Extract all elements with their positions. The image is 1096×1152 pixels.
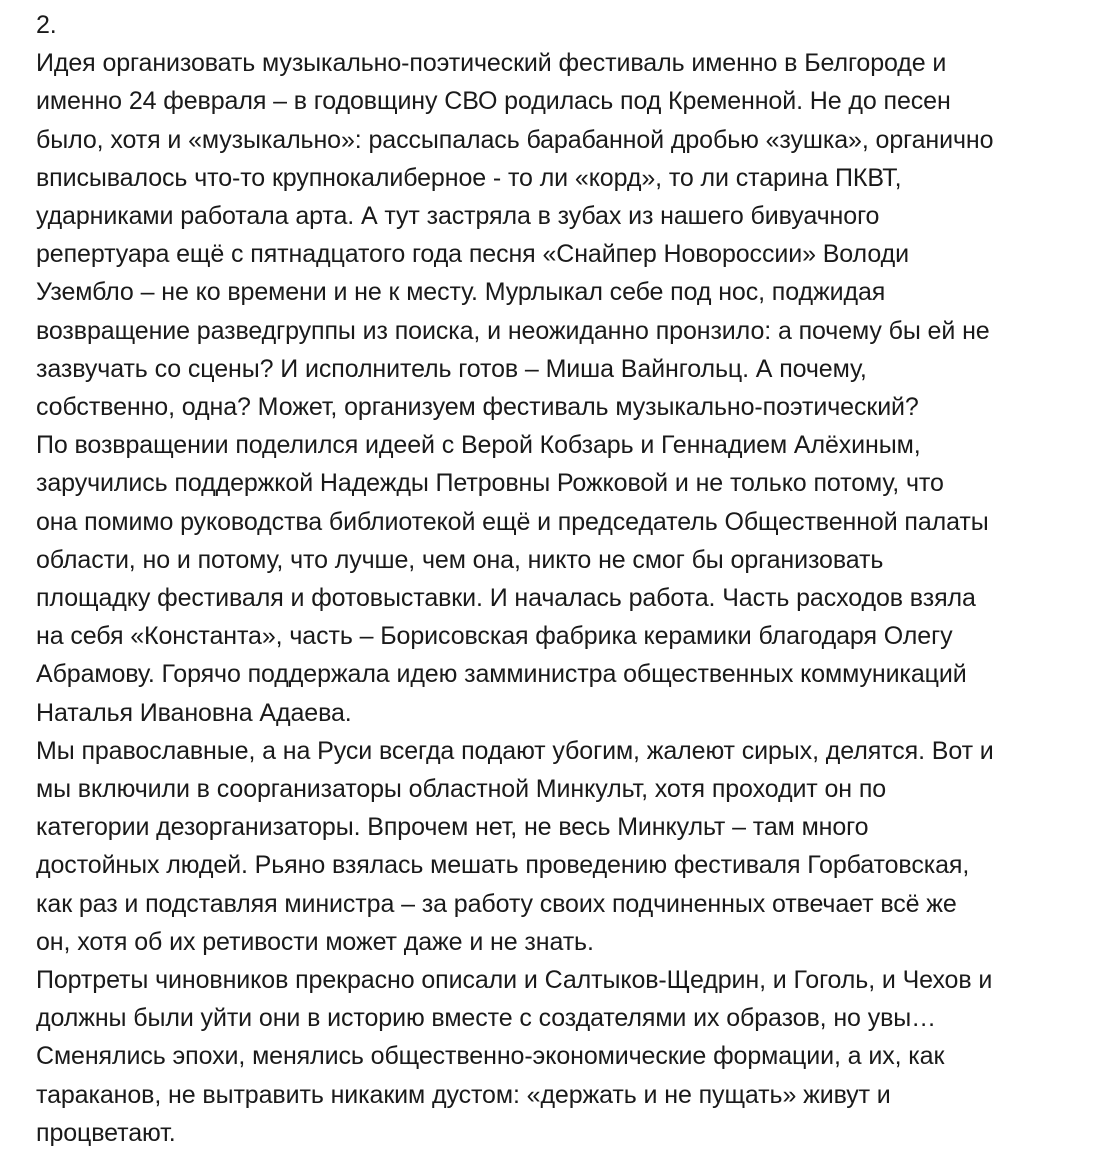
text-line: ударниками работала арта. А тут застряла в зубах из нашего бивуачного — [36, 202, 880, 231]
text-line: Идея организовать музыкально-поэтический фестиваль именно в Белгороде и — [36, 49, 947, 78]
text-line: мы включили в соорганизаторы областной Минкульт, хотя проходит он по — [36, 775, 887, 804]
text-line: должны были уйти они в историю вместе с создателями их образов, но увы… — [36, 1004, 937, 1033]
text-line: зазвучать со сцены? И исполнитель готов – Миша Вайнгольц. А почему, — [36, 354, 867, 383]
text-line: Сменялись эпохи, менялись общественно-экономические формации, а их, как — [36, 1042, 945, 1071]
text-line: Портреты чиновников прекрасно описали и Салтыков-Щедрин, и Гоголь, и Чехов и — [36, 966, 993, 995]
text-line: По возвращении поделился идеей с Верой Кобзарь и Геннадием Алёхиным, — [36, 431, 921, 460]
text-line: вписывалось что-то крупнокалиберное - то ли «корд», то ли старина ПКВТ, — [36, 163, 902, 192]
text-line: он, хотя об их ретивости может даже и не знать. — [36, 927, 594, 956]
text-line: она помимо руководства библиотекой ещё и председатель Общественной палаты — [36, 507, 989, 536]
text-line: возвращение разведгруппы из поиска, и неожиданно пронзило: а почему бы ей не — [36, 316, 990, 345]
text-line: Абрамову. Горячо поддержала идею замминистра общественных коммуникаций — [36, 660, 967, 689]
text-line: именно 24 февраля – в годовщину СВО родилась под Кременной. Не до песен — [36, 87, 951, 116]
document-text — [36, 6, 1076, 1152]
text-line: заручились поддержкой Надежды Петровны Рожковой и не только потому, что — [36, 469, 944, 498]
text-line: на себя «Константа», часть – Борисовская фабрика керамики благодаря Олегу — [36, 622, 953, 651]
text-line: Узембло – не ко времени и не к месту. Мурлыкал себе под нос, поджидая — [36, 278, 886, 307]
text-line: достойных людей. Рьяно взялась мешать проведению фестиваля Горбатовская, — [36, 851, 970, 880]
text-line: как раз и подставляя министра – за работу своих подчиненных отвечает всё же — [36, 889, 957, 918]
text-line: Наталья Ивановна Адаева. — [36, 698, 352, 727]
text-line: тараканов, не вытравить никаким дустом: «держать и не пущать» живут и — [36, 1080, 891, 1109]
text-line: процветают. — [36, 1118, 176, 1147]
text-line: площадку фестиваля и фотовыставки. И началась работа. Часть расходов взяла — [36, 584, 976, 613]
text-line: собственно, одна? Может, организуем фестиваль музыкально-поэтический? — [36, 393, 919, 422]
text-line: репертуара ещё с пятнадцатого года песня «Снайпер Новороссии» Володи — [36, 240, 909, 269]
text-line: категории дезорганизаторы. Впрочем нет, не весь Минкульт – там много — [36, 813, 869, 842]
section-number: 2. — [36, 11, 57, 39]
text-line: области, но и потому, что лучше, чем она, никто не смог бы организовать — [36, 545, 884, 574]
text-line: было, хотя и «музыкально»: рассыпалась барабанной дробью «зушка», органично — [36, 125, 994, 154]
text-line: Мы православные, а на Руси всегда подают убогим, жалеют сирых, делятся. Вот и — [36, 736, 994, 765]
